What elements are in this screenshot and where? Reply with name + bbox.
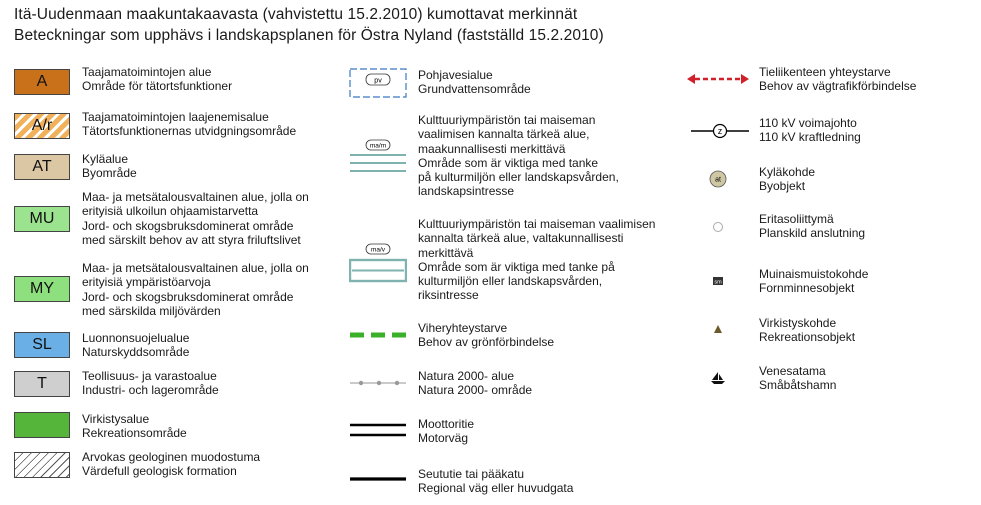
legend-label: Kulttuuriympäristön tai maiseman <box>418 113 596 127</box>
legend-label: Rekreationsobjekt <box>759 330 856 345</box>
legend-label: Värdefull geologisk formation <box>82 464 237 479</box>
legend-label: erityisiä ulkoilun ohjaamistarvetta <box>82 204 259 219</box>
natura-symbol <box>349 377 407 389</box>
monument-label: sm <box>714 279 722 286</box>
legend-title-sv: Beteckningar som upphävs i landskapsplanen för Östra Nyland (fastställd 15.2.2010) <box>14 27 604 44</box>
swatch-v <box>14 412 70 438</box>
legend-label: Eritasoliittymä <box>759 212 834 226</box>
legend-label: landskapsintresse <box>418 184 515 199</box>
legend-label: Motorväg <box>418 431 469 446</box>
legend-label: Arvokas geologinen muodostuma <box>82 450 261 464</box>
swatch-mu: MU <box>14 206 70 232</box>
culture-national-label: ma/v <box>370 246 386 254</box>
sailboat-icon <box>710 371 726 385</box>
legend-label: på kulturmiljön eller landskapsvården, <box>418 170 619 185</box>
legend-title-fi: Itä-Uudenmaan maakuntakaavasta (vahvistettu 15.2.2010) kumottavat merkinnät <box>14 6 578 23</box>
legend-label: med särskilt behov av att styra friluftslivet <box>82 232 301 247</box>
legend-label: Seututie tai pääkatu <box>418 467 525 481</box>
legend-label: Virkistyskohde <box>759 316 837 330</box>
swatch-t: T <box>14 371 70 397</box>
village-symbol <box>709 170 727 188</box>
legend-label: Behov av vägtrafikförbindelse <box>759 79 917 94</box>
legend-label: Tätortsfunktionernas utvidgningsområde <box>82 124 297 139</box>
swatch-ar: A/r <box>14 113 70 139</box>
red-arrow-symbol <box>686 72 750 86</box>
junction-symbol <box>712 221 724 233</box>
legend-label: Taajamatoimintojen laajenemisalue <box>82 110 269 124</box>
swatch-at: AT <box>14 154 70 180</box>
legend-label: Luonnonsuojelualue <box>82 331 190 345</box>
motorway-symbol <box>349 421 407 439</box>
legend-label: Maa- ja metsätalousvaltainen alue, jolla on <box>82 261 309 275</box>
legend-label: Småbåtshamn <box>759 378 837 393</box>
legend-label: Rekreationsområde <box>82 426 187 441</box>
legend-label: Viheryhteystarve <box>418 321 508 335</box>
powerline-label: z <box>717 126 723 136</box>
swatch-my: MY <box>14 276 70 302</box>
culture-national-symbol <box>349 243 407 283</box>
legend-label: Område som är viktiga med tanke på <box>418 259 615 274</box>
monument-symbol <box>712 276 724 286</box>
legend-label: Industri- och lagerområde <box>82 383 219 398</box>
legend-label: Planskild anslutning <box>759 226 866 241</box>
legend-label: Fornminnesobjekt <box>759 281 855 296</box>
legend-label: Venesatama <box>759 364 826 378</box>
green-dash-symbol <box>349 330 407 340</box>
legend-label: kulturmiljön eller landskapsvården, <box>418 274 603 289</box>
legend-label: vaalimisen kannalta tärkeä alue, <box>418 127 590 142</box>
legend-label: Pohjavesialue <box>418 68 493 82</box>
legend-label: Natura 2000- alue <box>418 369 515 383</box>
powerline-symbol <box>690 123 750 139</box>
swatch-geo <box>14 452 70 478</box>
legend-label: 110 kV voimajohto <box>759 116 857 130</box>
legend-label: Område för tätortsfunktioner <box>82 79 233 94</box>
regional-road-symbol <box>349 475 407 483</box>
culture-regional-label: ma/m <box>369 142 387 150</box>
recreation-symbol <box>713 324 723 334</box>
legend-label: Taajamatoimintojen alue <box>82 65 212 79</box>
legend-label: Byområde <box>82 166 137 181</box>
legend-label: maakunnallisesti merkittävä <box>418 141 566 156</box>
legend-label: Kyläalue <box>82 152 129 166</box>
legend-label: erityisiä ympäristöarvoja <box>82 275 211 290</box>
legend-label: Kyläkohde <box>759 165 816 179</box>
legend-label: Muinaismuistokohde <box>759 267 869 281</box>
legend-label: Tieliikenteen yhteystarve <box>759 65 891 79</box>
legend-label: Byobjekt <box>759 179 806 194</box>
legend-label: Virkistysalue <box>82 412 150 426</box>
groundwater-label: pv <box>374 77 382 85</box>
legend-label: Jord- och skogsbruksdominerat område <box>82 218 294 233</box>
legend-label: 110 kV kraftledning <box>759 130 861 145</box>
groundwater-symbol <box>349 68 407 98</box>
legend-label: Jord- och skogsbruksdominerat område <box>82 289 294 304</box>
culture-regional-symbol <box>349 139 407 175</box>
legend-label: Grundvattensområde <box>418 82 531 97</box>
legend-label: Kulttuuriympäristön tai maiseman vaalimisen <box>418 217 656 231</box>
legend-label: merkittävä <box>418 245 474 260</box>
legend-label: Teollisuus- ja varastoalue <box>82 369 217 383</box>
legend-label: Maa- ja metsätalousvaltainen alue, jolla on <box>82 190 309 204</box>
legend-label: Natura 2000- område <box>418 383 533 398</box>
swatch-sl: SL <box>14 332 70 358</box>
swatch-a: A <box>14 69 70 95</box>
legend-label: Regional väg eller huvudgata <box>418 481 574 496</box>
legend-label: riksintresse <box>418 288 479 303</box>
legend-label: Moottoritie <box>418 417 475 431</box>
village-label: at <box>715 176 721 184</box>
legend-label: Område som är viktiga med tanke <box>418 155 599 170</box>
legend-label: Naturskyddsområde <box>82 345 190 360</box>
legend-label: med särskilda miljövärden <box>82 303 221 318</box>
legend-label: Behov av grönförbindelse <box>418 335 555 350</box>
legend-label: kannalta tärkeä alue, valtakunnallisesti <box>418 231 624 246</box>
